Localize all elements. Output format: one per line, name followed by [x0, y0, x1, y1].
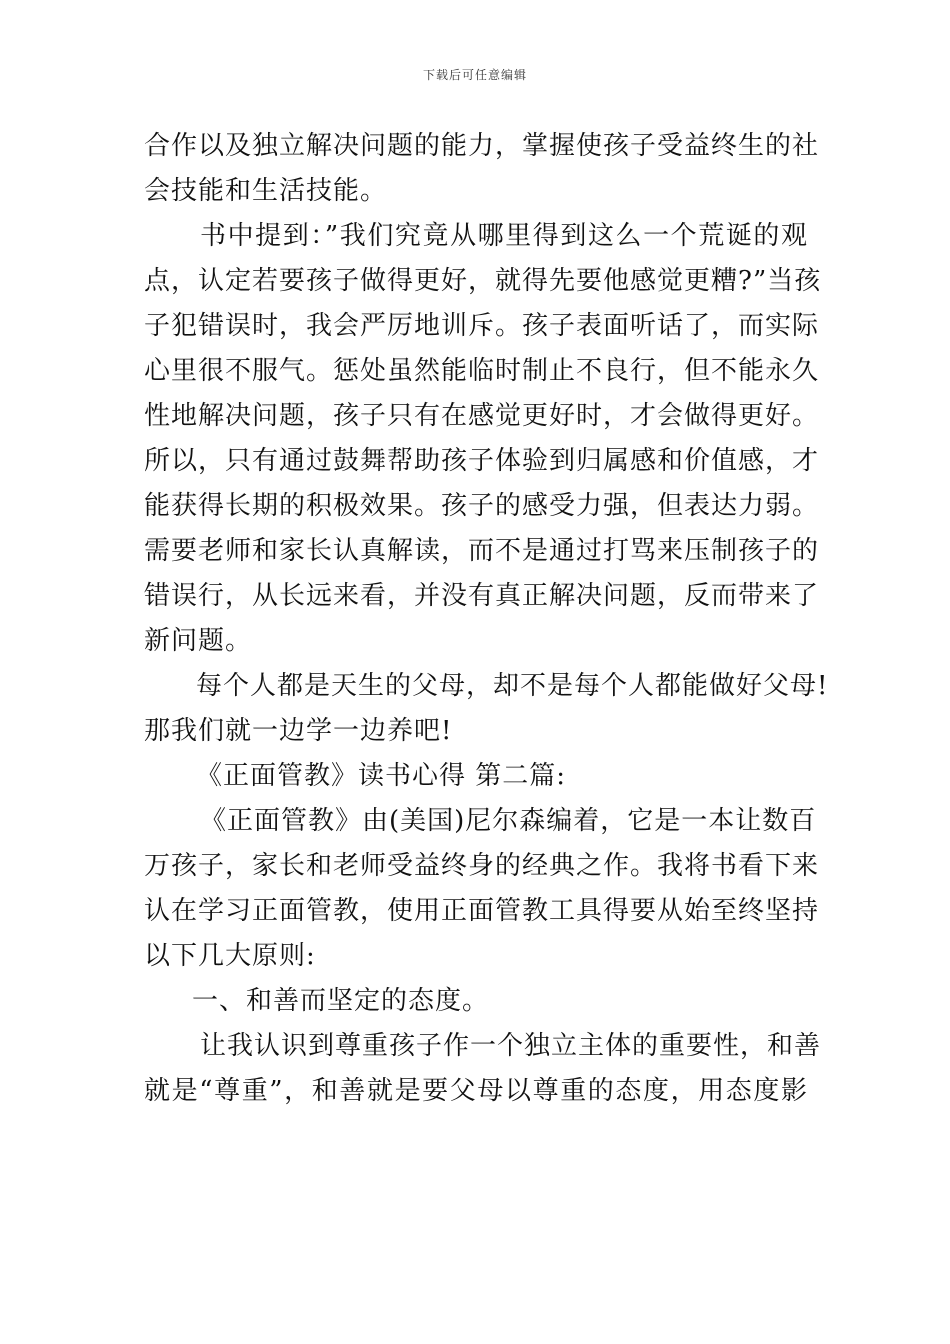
paragraph-line: 会技能和生活技能。 [144, 176, 388, 206]
paragraph-line: 合作以及独立解决问题的能力，掌握使孩子受益终生的社 [144, 131, 820, 161]
paragraph-line: 新问题。 [144, 626, 253, 656]
document-body [144, 124, 829, 1114]
paragraph-line: 万孩子，家长和老师受益终身的经典之作。我将书看下来 [144, 851, 820, 881]
paragraph-line: 认在学习正面管教，使用正面管教工具得要从始至终坚持 [144, 896, 820, 926]
paragraph-line: 心里很不服气。惩处虽然能临时制止不良行，但不能永久 [144, 356, 820, 386]
page-header: 下载后可任意编辑 [422, 68, 527, 82]
paragraph-line: 以下几大原则: [144, 941, 316, 971]
paragraph-line: 性地解决问题，孩子只有在感觉更好时，才会做得更好。 [144, 401, 820, 431]
paragraph-line: 就是“尊重”，和善就是要父母以尊重的态度，用态度影 [144, 1076, 808, 1106]
paragraph-line: 让我认识到尊重孩子作一个独立主体的重要性，和善 [200, 1031, 822, 1061]
principle-heading: 一、和善而坚定的态度。 [192, 986, 490, 1016]
paragraph-line: 书中提到：”我们究竟从哪里得到这么一个荒诞的观 [200, 221, 808, 251]
paragraph-line: 能获得长期的积极效果。孩子的感受力强，但表达力弱。 [144, 491, 820, 521]
section-heading: 《正面管教》读书心得 第二篇: [196, 761, 567, 791]
paragraph-line: 那我们就一边学一边养吧! [144, 716, 453, 746]
paragraph-line: 错误行，从长远来看，并没有真正解决问题，反而带来了 [144, 581, 820, 611]
paragraph-line: 每个人都是天生的父母，却不是每个人都能做好父母! [196, 671, 829, 701]
paragraph-line: 《正面管教》由(美国)尼尔森编着，它是一本让数百 [200, 806, 817, 836]
paragraph-line: 子犯错误时，我会严厉地训斥。孩子表面听话了，而实际 [144, 311, 820, 341]
paragraph-line: 需要老师和家长认真解读，而不是通过打骂来压制孩子的 [144, 536, 820, 566]
paragraph-line: 所以，只有通过鼓舞帮助孩子体验到归属感和价值感，才 [144, 446, 820, 476]
paragraph-line: 点，认定若要孩子做得更好，就得先要他感觉更糟?”当孩 [144, 266, 822, 296]
